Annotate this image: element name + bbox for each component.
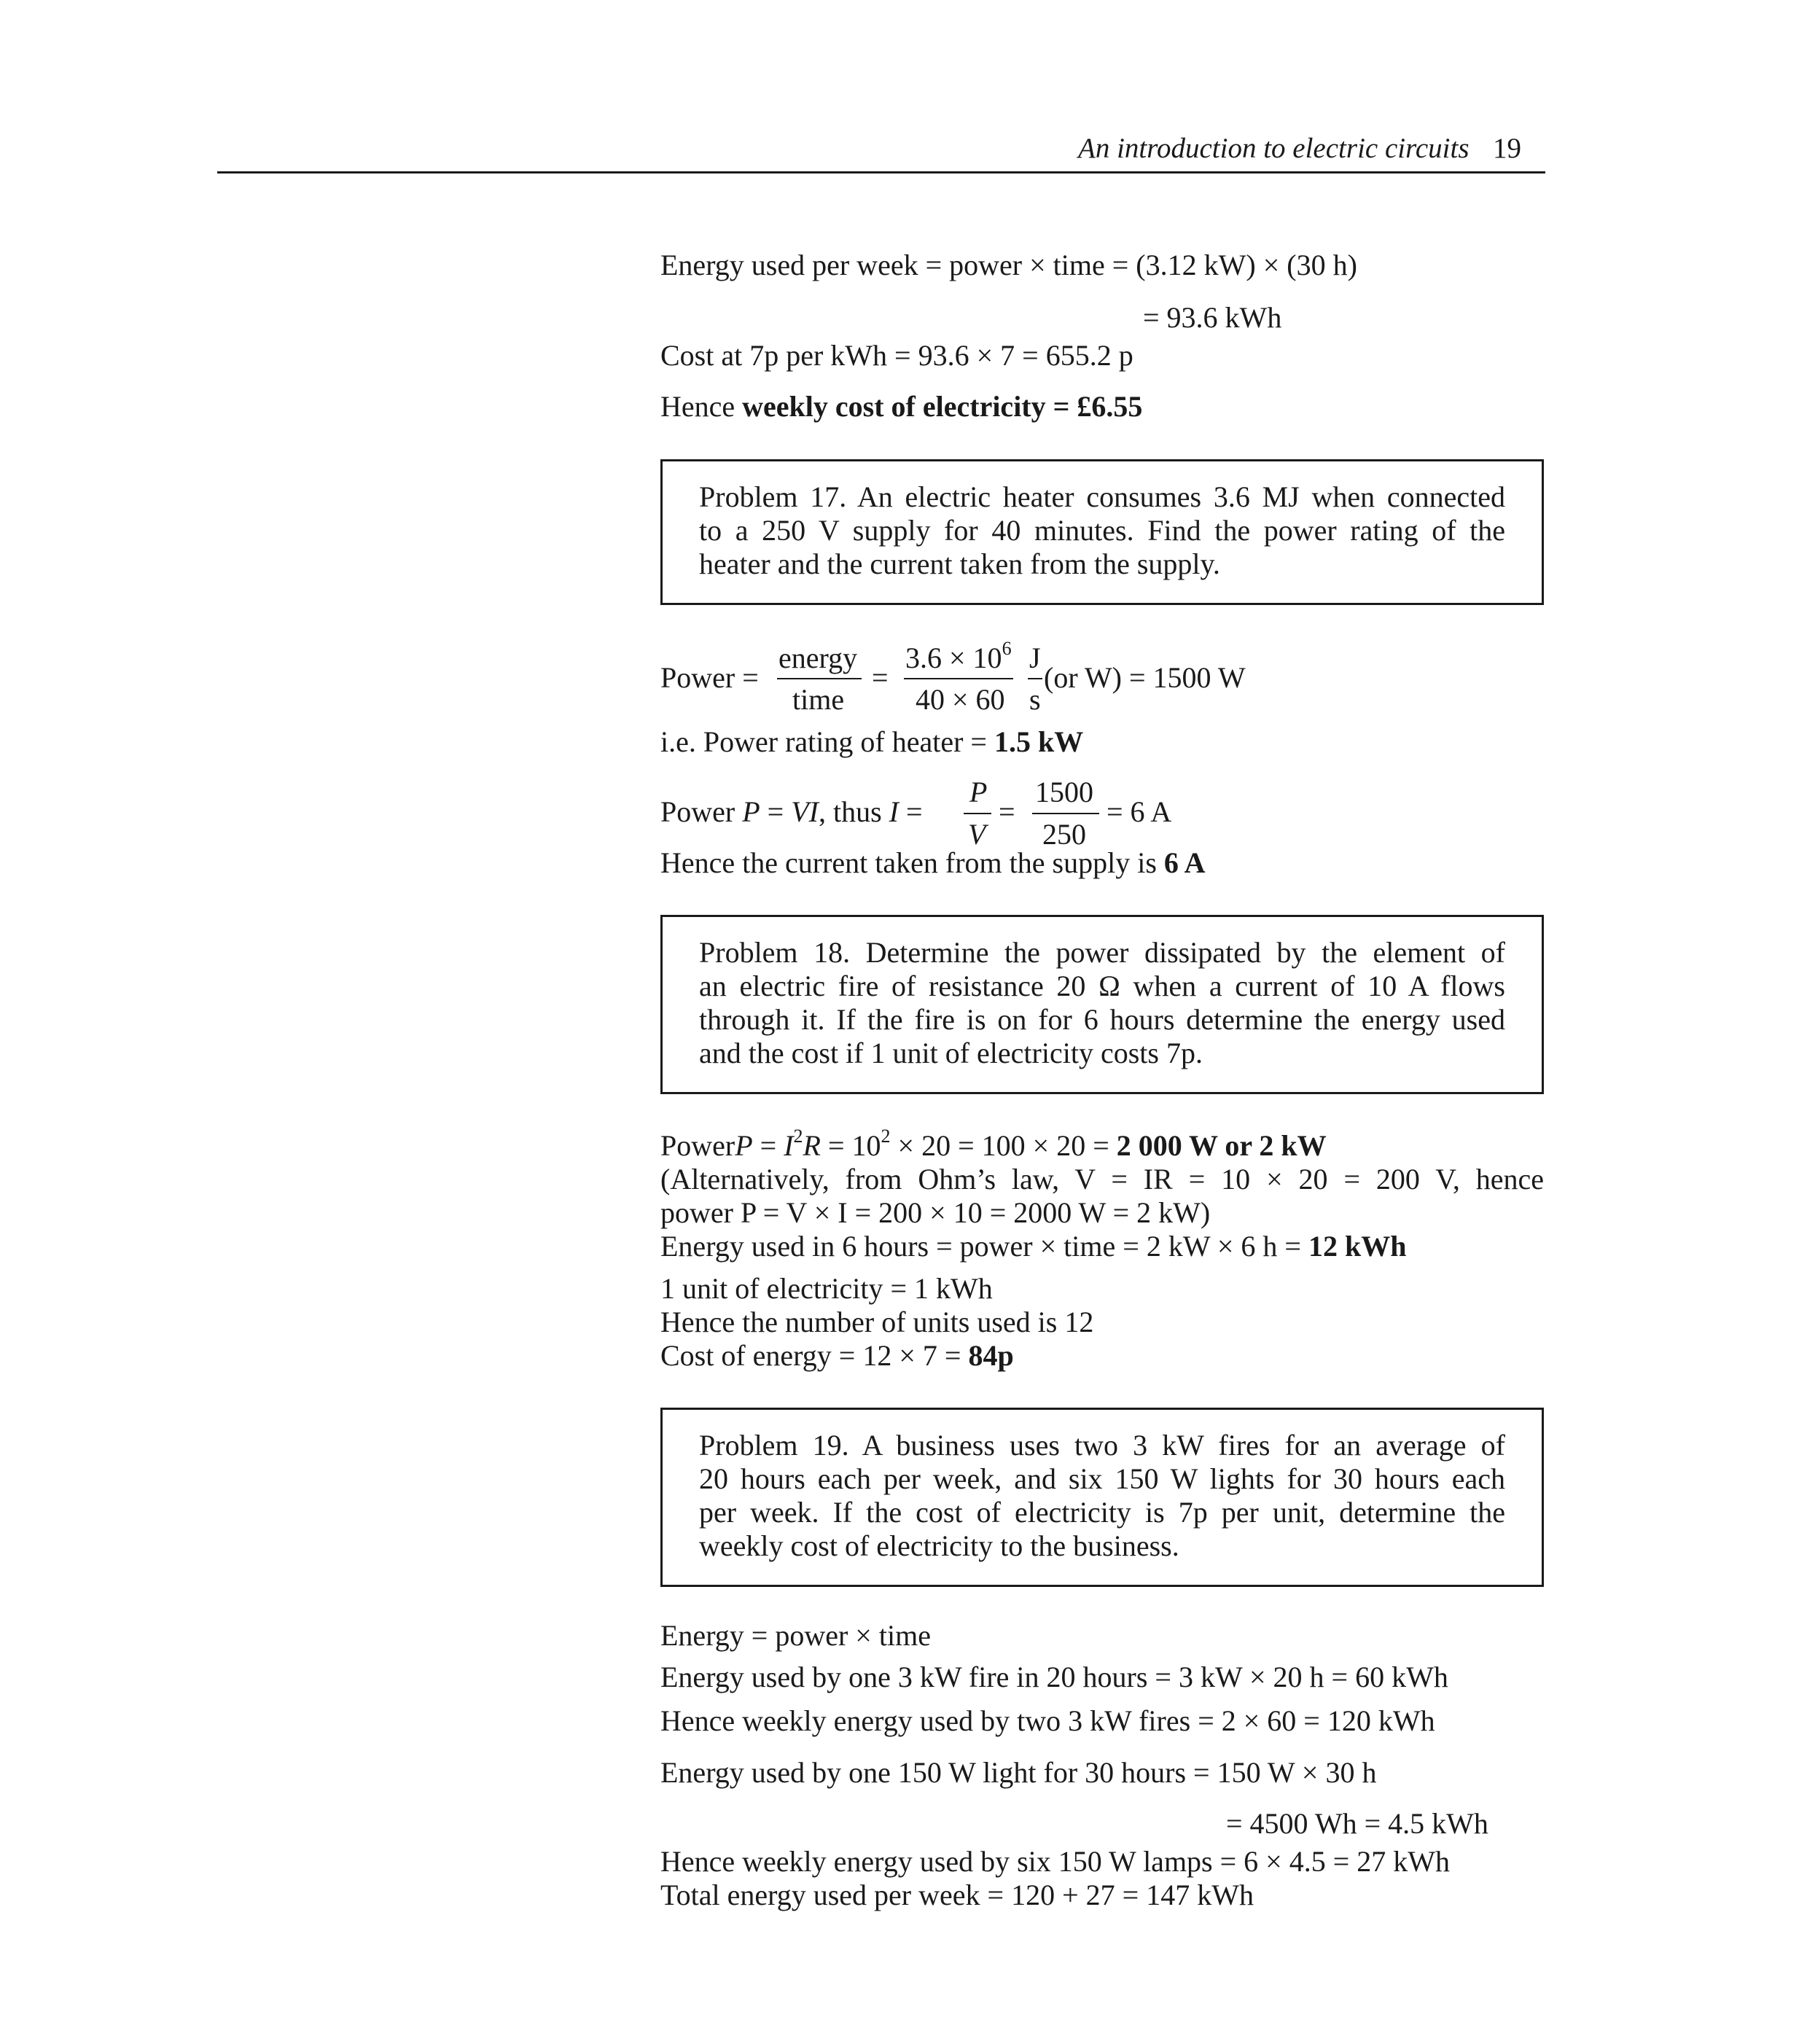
- frac1-numerator: energy: [778, 641, 858, 674]
- problem-17-line-2: to a 250 V supply for 40 minutes. Find the power rating of the: [699, 514, 1505, 547]
- problem-18-line-3: through it. If the fire is on for 6 hours determine the energy used: [699, 1003, 1505, 1036]
- energy-definition-line: Energy = power × time: [660, 1619, 931, 1652]
- alternative-line-2: power P = V × I = 200 × 10 = 2000 W = 2 kW): [660, 1196, 1211, 1229]
- cost-of-energy-line: Cost of energy = 12 × 7 = 84p: [660, 1339, 1014, 1372]
- frac2-denominator: 40 × 60: [916, 683, 1005, 716]
- energy-one-light-line: Energy used by one 150 W light for 30 hours = 150 W × 30 h: [660, 1756, 1377, 1789]
- frac5-bar: [1032, 813, 1099, 814]
- energy-per-week-line: Energy used per week = power × time = (3.12 kW) × (30 h): [660, 249, 1357, 281]
- unit-definition-line: 1 unit of electricity = 1 kWh: [660, 1272, 993, 1305]
- power-result: (or W) = 1500 W: [1044, 661, 1246, 694]
- weekly-cost-prefix: Hence: [660, 390, 743, 423]
- current-hence-line: Hence the current taken from the supply is 6 A: [660, 846, 1206, 879]
- power-p-answer: 2 000 W or 2 kW: [1116, 1129, 1327, 1162]
- frac4-bar: [964, 813, 991, 814]
- power-label: Power =: [660, 661, 759, 694]
- frac2-exponent: 6: [1002, 637, 1012, 659]
- alternative-line-1: (Alternatively, from Ohm’s law, V = IR = 10 × 20 = 200 V, hence: [660, 1163, 1544, 1195]
- current-answer: 6 A: [1163, 846, 1206, 879]
- energy-one-fire-line: Energy used by one 3 kW fire in 20 hours = 3 kW × 20 h = 60 kWh: [660, 1661, 1448, 1693]
- frac1-bar: [777, 678, 862, 679]
- frac3-bar: [1028, 678, 1042, 679]
- cost-of-energy-answer: 84p: [968, 1339, 1014, 1372]
- frac2-numerator: $3.6 \times 10^6$: [905, 637, 1012, 674]
- energy-six-lamps-line: Hence weekly energy used by six 150 W lamps = 6 × 4.5 = 27 kWh: [660, 1845, 1451, 1878]
- problem-18-line-1: Problem 18. Determine the power dissipated by the element of: [699, 936, 1505, 969]
- frac-equals-1: =: [872, 661, 889, 694]
- problem-19-box: [660, 1408, 1544, 1587]
- energy-two-fires-line: Hence weekly energy used by two 3 kW fires = 2 × 60 = 120 kWh: [660, 1704, 1435, 1737]
- problem-17-line-3: heater and the current taken from the supply.: [699, 547, 1220, 580]
- current-result: = 6 A: [1107, 795, 1172, 828]
- energy-6-hours-answer: 12 kWh: [1308, 1230, 1407, 1263]
- problem-17-line-1: Problem 17. An electric heater consumes 3.6 MJ when connected: [699, 480, 1505, 513]
- problem-19-line-2: 20 hours each per week, and six 150 W lights for 30 hours each: [699, 1462, 1505, 1495]
- weekly-cost-line: [660, 390, 1142, 424]
- problem-19-line-4: weekly cost of electricity to the business.: [699, 1529, 1179, 1562]
- problem-18-line-2: an electric fire of resistance 20 Ω when a current of 10 A flows: [699, 970, 1505, 1002]
- weekly-cost-answer: weekly cost of electricity = £6.55: [742, 390, 1143, 423]
- frac5-denominator: 250: [1042, 818, 1086, 851]
- header-rule: [217, 171, 1545, 173]
- page-number: 19: [1493, 133, 1521, 164]
- frac3-numerator: J: [1029, 641, 1041, 674]
- power-p-line: PowerP = $I^2R = 10^2 \times 20 = 100 \times 20 = 2$ 000 W or 2 kW: [660, 1125, 1327, 1162]
- energy-one-light-result: = 4500 Wh = 4.5 kWh: [1226, 1807, 1488, 1840]
- frac5-numerator: 1500: [1035, 776, 1093, 808]
- energy-result-line: = 93.6 kWh: [1143, 301, 1282, 334]
- frac2-bar: [904, 678, 1013, 679]
- frac4-numerator: P: [969, 776, 988, 808]
- power-rating-line: i.e. Power rating of heater = 1.5 kW: [660, 725, 1084, 758]
- power-rating-answer: 1.5 kW: [994, 725, 1084, 758]
- problem-18-line-4: and the cost if 1 unit of electricity costs 7p.: [699, 1037, 1203, 1069]
- problem-18-box: [660, 915, 1544, 1094]
- units-used-line: Hence the number of units used is 12: [660, 1306, 1094, 1338]
- problem-17-box: [660, 459, 1544, 605]
- energy-6-hours-line: Energy used in 6 hours = power × time = 2 kW × 6 h = 12 kWh: [660, 1230, 1407, 1263]
- problem-19-line-3: per week. If the cost of electricity is 7p per unit, determine the: [699, 1496, 1505, 1529]
- frac3-denominator: s: [1029, 683, 1041, 716]
- current-formula: Power P = VI, thus I =: [660, 795, 923, 828]
- frac1-denominator: time: [792, 683, 845, 716]
- cost-line: Cost at 7p per kWh = 93.6 × 7 = 655.2 p: [660, 339, 1133, 372]
- problem-19-line-1: Problem 19. A business uses two 3 kW fires for an average of: [699, 1429, 1505, 1462]
- total-energy-line: Total energy used per week = 120 + 27 = 147 kWh: [660, 1879, 1254, 1911]
- running-title: An introduction to electric circuits: [1078, 133, 1470, 164]
- frac4-denominator: V: [968, 818, 986, 851]
- frac-equals-2: =: [999, 795, 1015, 828]
